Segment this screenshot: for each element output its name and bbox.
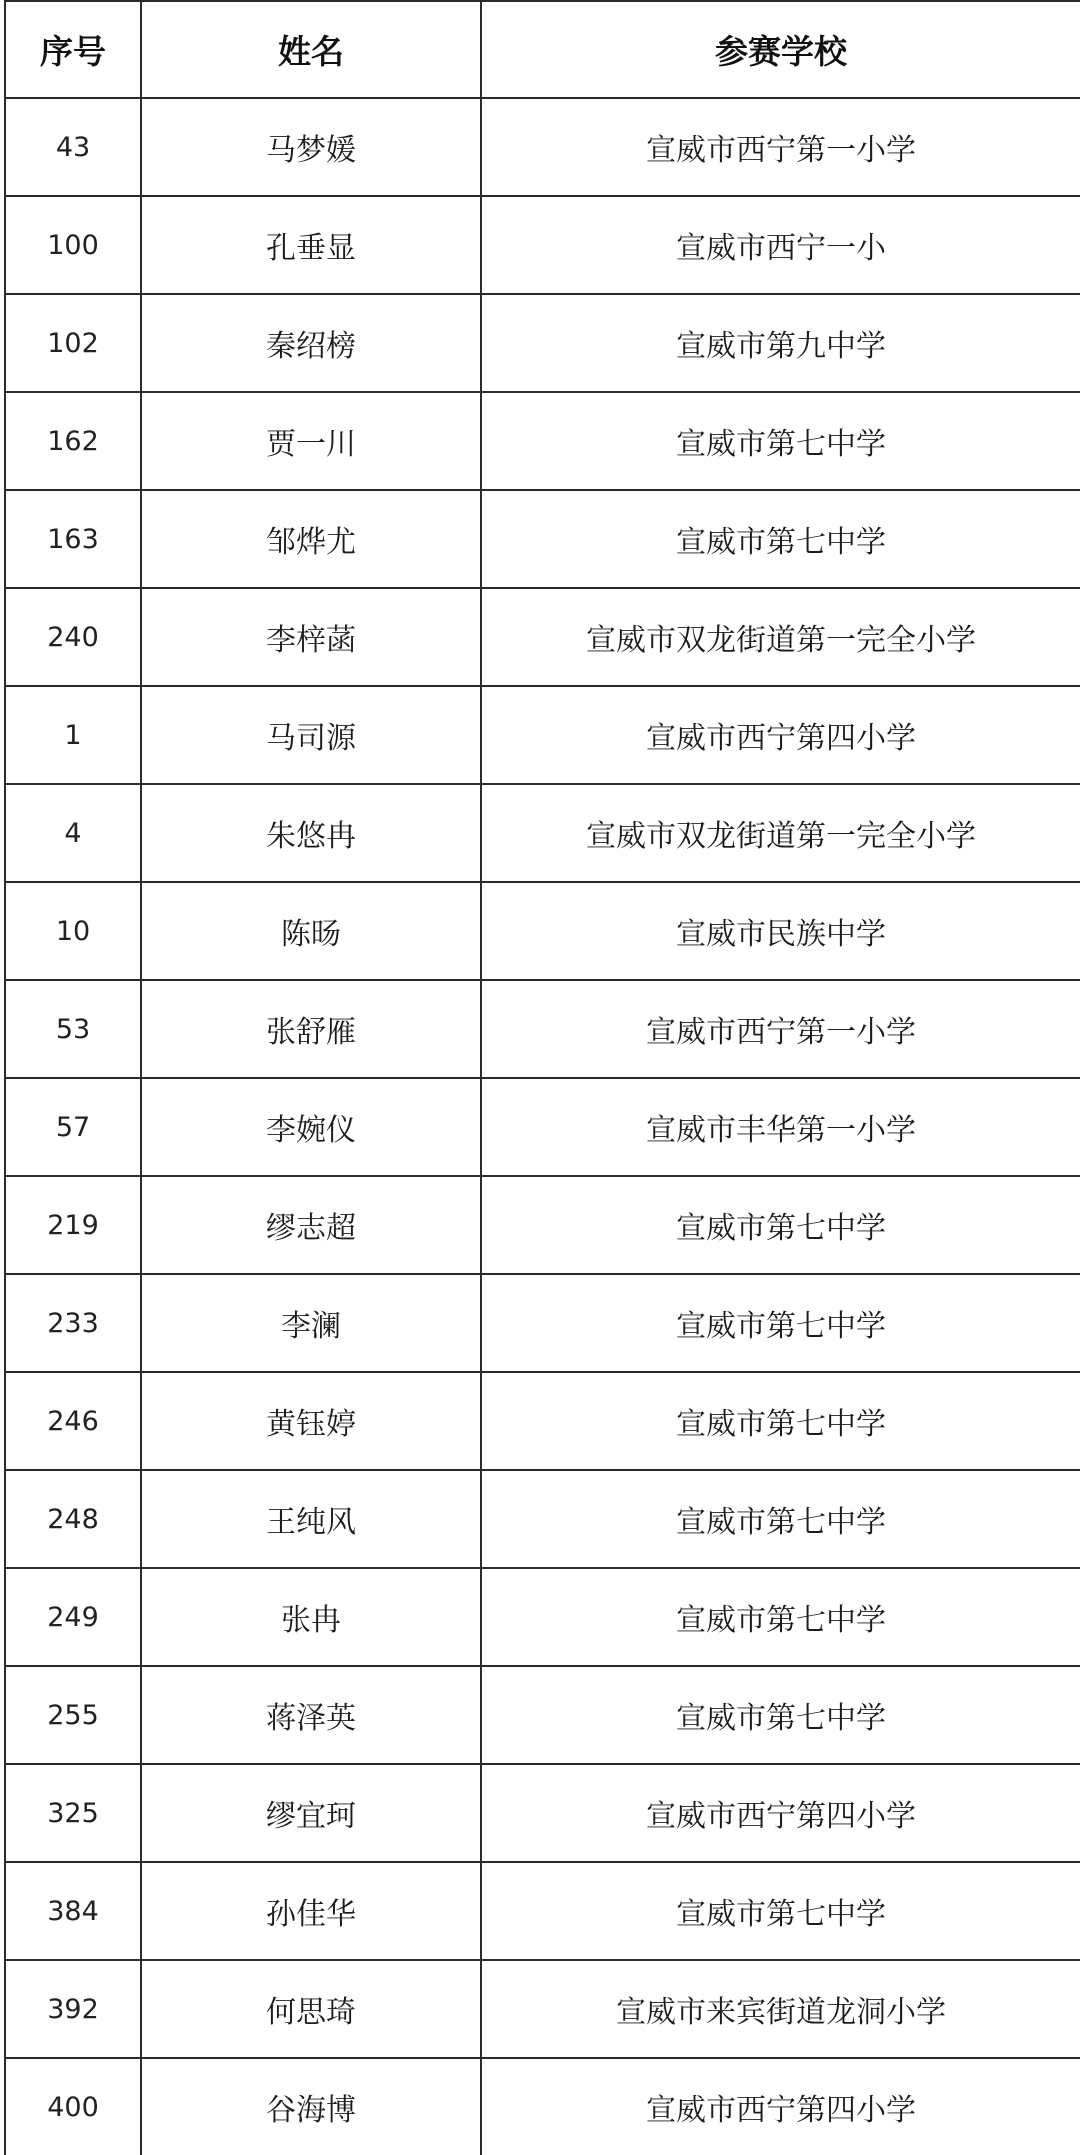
table-row	[5, 980, 1080, 1078]
table-row	[5, 686, 1080, 784]
row-name-cell: 蒋泽英	[141, 1666, 481, 1764]
row-school-cell: 宣威市第九中学	[481, 294, 1080, 392]
table-row	[5, 2058, 1080, 2155]
table-row	[5, 588, 1080, 686]
row-name-cell: 邹烨尤	[141, 490, 481, 588]
row-school-cell: 宣威市丰华第一小学	[481, 1078, 1080, 1176]
row-number-cell: 219	[5, 1176, 141, 1274]
row-name-cell: 王纯风	[141, 1470, 481, 1568]
row-name-cell: 贾一川	[141, 392, 481, 490]
row-number-cell: 255	[5, 1666, 141, 1764]
table-row	[5, 784, 1080, 882]
table-row	[5, 294, 1080, 392]
table-row	[5, 1764, 1080, 1862]
header-number: 序号	[5, 1, 141, 98]
row-school-cell: 宣威市第七中学	[481, 1666, 1080, 1764]
row-number-cell: 43	[5, 98, 141, 196]
table-row	[5, 1274, 1080, 1372]
table-row	[5, 1372, 1080, 1470]
header-school: 参赛学校	[481, 1, 1080, 98]
table-row	[5, 1666, 1080, 1764]
row-school-cell: 宣威市西宁一小	[481, 196, 1080, 294]
row-school-cell: 宣威市西宁第一小学	[481, 980, 1080, 1078]
table-row	[5, 490, 1080, 588]
row-school-cell: 宣威市第七中学	[481, 490, 1080, 588]
row-number-cell: 384	[5, 1862, 141, 1960]
row-name-cell: 谷海博	[141, 2058, 481, 2155]
table-row	[5, 1470, 1080, 1568]
row-school-cell: 宣威市第七中学	[481, 1372, 1080, 1470]
row-name-cell: 张冉	[141, 1568, 481, 1666]
header-name: 姓名	[141, 1, 481, 98]
row-school-cell: 宣威市双龙街道第一完全小学	[481, 588, 1080, 686]
row-name-cell: 陈旸	[141, 882, 481, 980]
row-name-cell: 秦绍榜	[141, 294, 481, 392]
row-number-cell: 4	[5, 784, 141, 882]
row-number-cell: 162	[5, 392, 141, 490]
row-school-cell: 宣威市双龙街道第一完全小学	[481, 784, 1080, 882]
row-school-cell: 宣威市西宁第一小学	[481, 98, 1080, 196]
row-school-cell: 宣威市第七中学	[481, 392, 1080, 490]
row-name-cell: 缪宜珂	[141, 1764, 481, 1862]
row-number-cell: 57	[5, 1078, 141, 1176]
table-body	[5, 98, 1080, 2155]
table-header-row	[5, 1, 1080, 98]
row-number-cell: 246	[5, 1372, 141, 1470]
row-number-cell: 248	[5, 1470, 141, 1568]
row-number-cell: 102	[5, 294, 141, 392]
row-number-cell: 53	[5, 980, 141, 1078]
row-name-cell: 李婉仪	[141, 1078, 481, 1176]
row-number-cell: 1	[5, 686, 141, 784]
table-row	[5, 1176, 1080, 1274]
row-number-cell: 400	[5, 2058, 141, 2155]
row-number-cell: 100	[5, 196, 141, 294]
row-name-cell: 马梦媛	[141, 98, 481, 196]
row-number-cell: 10	[5, 882, 141, 980]
row-name-cell: 何思琦	[141, 1960, 481, 2058]
row-name-cell: 孙佳华	[141, 1862, 481, 1960]
row-school-cell: 宣威市民族中学	[481, 882, 1080, 980]
row-name-cell: 孔垂显	[141, 196, 481, 294]
row-number-cell: 163	[5, 490, 141, 588]
table-row	[5, 196, 1080, 294]
row-school-cell: 宣威市第七中学	[481, 1470, 1080, 1568]
table-row	[5, 1078, 1080, 1176]
row-school-cell: 宣威市第七中学	[481, 1274, 1080, 1372]
row-name-cell: 张舒雁	[141, 980, 481, 1078]
row-number-cell: 233	[5, 1274, 141, 1372]
row-name-cell: 朱悠冉	[141, 784, 481, 882]
table-row	[5, 98, 1080, 196]
row-number-cell: 392	[5, 1960, 141, 2058]
row-name-cell: 缪志超	[141, 1176, 481, 1274]
participant-table	[4, 0, 1080, 2155]
row-number-cell: 240	[5, 588, 141, 686]
table-row	[5, 392, 1080, 490]
row-number-cell: 325	[5, 1764, 141, 1862]
row-school-cell: 宣威市第七中学	[481, 1862, 1080, 1960]
row-school-cell: 宣威市西宁第四小学	[481, 1764, 1080, 1862]
row-school-cell: 宣威市第七中学	[481, 1568, 1080, 1666]
row-school-cell: 宣威市西宁第四小学	[481, 686, 1080, 784]
table-row	[5, 882, 1080, 980]
row-school-cell: 宣威市第七中学	[481, 1176, 1080, 1274]
row-name-cell: 黄钰婷	[141, 1372, 481, 1470]
row-name-cell: 李澜	[141, 1274, 481, 1372]
row-number-cell: 249	[5, 1568, 141, 1666]
row-name-cell: 李梓菡	[141, 588, 481, 686]
table-row	[5, 1862, 1080, 1960]
row-school-cell: 宣威市西宁第四小学	[481, 2058, 1080, 2155]
table-row	[5, 1960, 1080, 2058]
row-name-cell: 马司源	[141, 686, 481, 784]
table-row	[5, 1568, 1080, 1666]
row-school-cell: 宣威市来宾街道龙洞小学	[481, 1960, 1080, 2058]
